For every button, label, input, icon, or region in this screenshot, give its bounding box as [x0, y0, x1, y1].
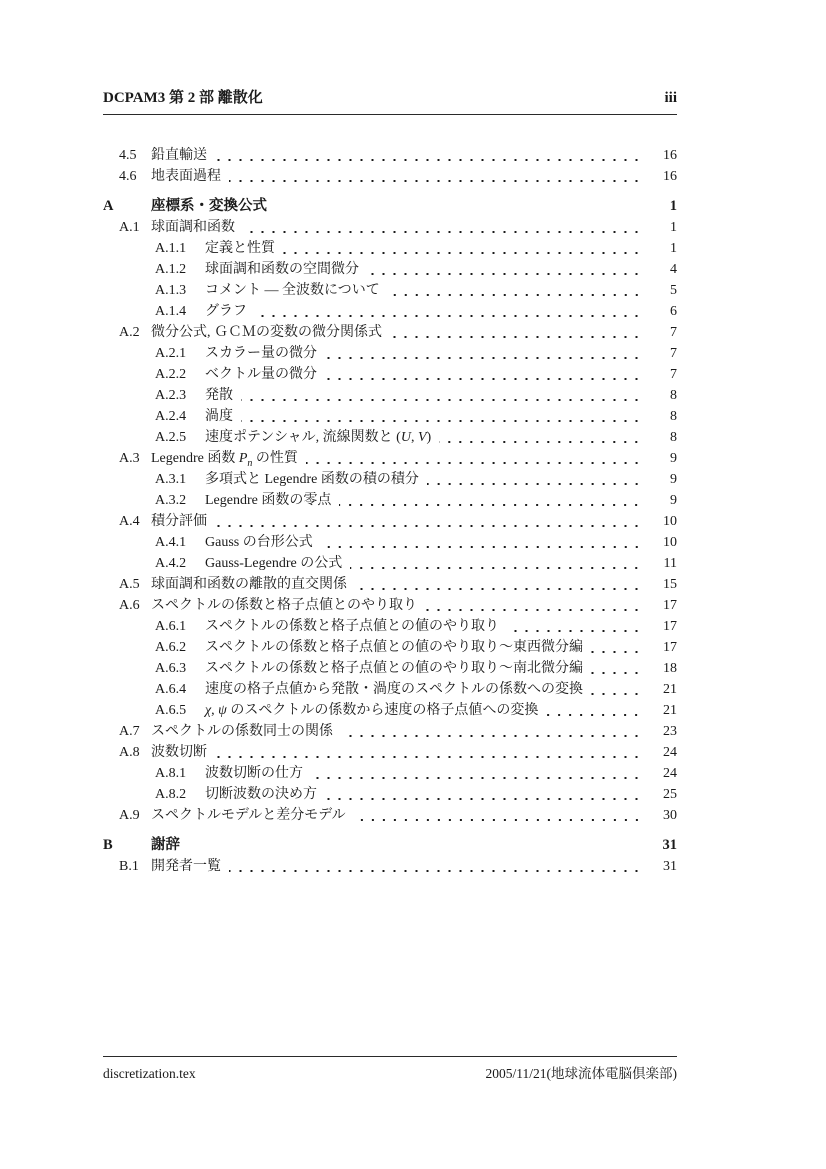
- toc-entry-A.1.3[interactable]: [103, 280, 677, 301]
- toc-entry-title: 座標系・変換公式: [151, 198, 267, 214]
- toc-entry-number: A.8.2: [155, 787, 187, 802]
- toc-entry-page: 24: [663, 766, 677, 781]
- toc-entry-A.8[interactable]: [103, 742, 677, 763]
- toc-entry-number: A.3.1: [155, 472, 187, 487]
- toc-entry-title: スペクトルの係数と格子点値との値のやり取り: [205, 619, 499, 634]
- toc-entry-page: 10: [663, 535, 677, 550]
- toc-entry-page: 7: [670, 325, 677, 340]
- toc-entry-number: A.6: [119, 598, 140, 613]
- toc-entry-number: A.9: [119, 808, 140, 823]
- toc-entry-page: 9: [670, 493, 677, 508]
- toc-entry-A.1.1[interactable]: [103, 238, 677, 259]
- dot-leader: [427, 469, 643, 490]
- dot-leader: [241, 385, 643, 406]
- toc-entry-page: 31: [662, 837, 677, 853]
- toc: [103, 145, 677, 877]
- running-header: [103, 88, 677, 108]
- toc-entry-A.2[interactable]: [103, 322, 677, 343]
- dot-leader: [311, 763, 643, 784]
- toc-entry-title: 切断波数の決め方: [205, 787, 317, 802]
- toc-entry-page: 25: [663, 787, 677, 802]
- toc-entry-number: 4.6: [119, 169, 137, 184]
- toc-entry-title: スペクトルの係数同士の関係: [151, 724, 333, 739]
- toc-entry-B.1[interactable]: [103, 856, 677, 877]
- toc-entry-page: 1: [670, 220, 677, 235]
- dot-leader: [546, 700, 643, 721]
- toc-entry-A.1.2[interactable]: [103, 259, 677, 280]
- toc-entry-number: B.1: [119, 859, 139, 874]
- toc-entry-number: A: [103, 198, 114, 214]
- toc-entry-title: 速度ポテンシャル, 流線関数と (U, V): [205, 430, 432, 445]
- dot-leader: [507, 616, 643, 637]
- toc-entry-number: B: [103, 837, 113, 853]
- toc-entry-page: 21: [663, 703, 677, 718]
- toc-entry-page: 15: [663, 577, 677, 592]
- toc-entry-A.6.2[interactable]: [103, 637, 677, 658]
- toc-entry-page: 10: [663, 514, 677, 529]
- toc-entry-title: 渦度: [205, 409, 233, 424]
- toc-entry-number: A.3: [119, 451, 140, 466]
- toc-entry-page: 1: [669, 198, 677, 214]
- dot-leader: [188, 835, 643, 856]
- toc-entry-number: A.6.3: [155, 661, 187, 676]
- toc-entry-title: 波数切断: [151, 745, 207, 760]
- dot-leader: [388, 280, 643, 301]
- toc-entry-title: 多項式と Legendre 函数の積の積分: [205, 472, 419, 487]
- toc-entry-number: A.6.4: [155, 682, 187, 697]
- toc-entry-page: 5: [670, 283, 677, 298]
- toc-entry-number: A.2: [119, 325, 140, 340]
- dot-leader: [339, 490, 643, 511]
- dot-leader: [591, 637, 643, 658]
- dot-leader: [255, 301, 643, 322]
- dot-leader: [354, 805, 643, 826]
- toc-entry-title: 謝辞: [151, 837, 180, 853]
- toc-entry-A.7[interactable]: [103, 721, 677, 742]
- toc-entry-page: 21: [663, 682, 677, 697]
- toc-entry-A.1[interactable]: [103, 217, 677, 238]
- toc-entry-title: Legendre 函数 $P_n$ の性質: [151, 451, 298, 469]
- toc-entry-number: A.6.2: [155, 640, 187, 655]
- toc-entry-A.9[interactable]: [103, 805, 677, 826]
- toc-entry-page: 31: [663, 859, 677, 874]
- toc-entry-page: 7: [670, 367, 677, 382]
- toc-entry-page: 24: [663, 745, 677, 760]
- toc-entry-A.4[interactable]: [103, 511, 677, 532]
- dot-leader: [367, 259, 643, 280]
- toc-entry-title: χ, ψ のスペクトルの係数から速度の格子点値への変換: [205, 703, 539, 718]
- toc-entry-A.2.1[interactable]: [103, 343, 677, 364]
- toc-entry-title: 積分評価: [151, 514, 207, 529]
- dot-leader: [325, 343, 643, 364]
- dot-leader: [321, 532, 643, 553]
- dot-leader: [341, 721, 643, 742]
- dot-leader: [355, 574, 643, 595]
- toc-entry-title: 球面調和函数の空間微分: [205, 262, 359, 277]
- dot-leader: [306, 448, 643, 469]
- toc-entry-number: A.8.1: [155, 766, 187, 781]
- toc-entry-page: 17: [663, 619, 677, 634]
- dot-leader: [243, 217, 643, 238]
- toc-entry-A.6[interactable]: [103, 595, 677, 616]
- toc-entry-page: 16: [663, 148, 677, 163]
- toc-entry-4.5[interactable]: [103, 145, 677, 166]
- toc-entry-number: A.4.1: [155, 535, 187, 550]
- toc-entry-number: A.7: [119, 724, 140, 739]
- toc-entry-page: 8: [670, 409, 677, 424]
- toc-entry-A.8.1[interactable]: [103, 763, 677, 784]
- toc-entry-title: コメント — 全波数について: [205, 283, 380, 298]
- toc-entry-A.6.1[interactable]: [103, 616, 677, 637]
- toc-entry-number: A.4.2: [155, 556, 187, 571]
- footer-date-credit: 2005/11/21(地球流体電脳倶楽部): [485, 1066, 677, 1081]
- dot-leader: [591, 679, 643, 700]
- toc-entry-page: 8: [670, 430, 677, 445]
- footer-rule: [103, 1056, 677, 1057]
- dot-leader: [325, 784, 643, 805]
- toc-entry-A.2.2[interactable]: [103, 364, 677, 385]
- toc-entry-title: Legendre 函数の零点: [205, 493, 332, 508]
- toc-entry-A.1.4[interactable]: [103, 301, 677, 322]
- toc-entry-title: ベクトル量の微分: [205, 367, 317, 382]
- toc-entry-title: 波数切断の仕方: [205, 766, 303, 781]
- dot-leader: [229, 856, 643, 877]
- toc-entry-title: 定義と性質: [205, 241, 275, 256]
- dot-leader: [283, 238, 643, 259]
- toc-entry-title: スペクトルの係数と格子点値とのやり取り: [151, 598, 417, 613]
- dot-leader: [325, 364, 643, 385]
- toc-entry-number: A.2.1: [155, 346, 187, 361]
- toc-entry-title: スペクトルの係数と格子点値との値のやり取り〜東西微分編: [205, 640, 583, 655]
- toc-entry-title: Gauss-Legendre の公式: [205, 556, 343, 571]
- toc-entry-A.6.3[interactable]: [103, 658, 677, 679]
- toc-entry-A.2.3[interactable]: [103, 385, 677, 406]
- dot-leader: [229, 166, 643, 187]
- toc-entry-number: A.1: [119, 220, 140, 235]
- toc-entry-title: 球面調和函数: [151, 220, 235, 235]
- header-rule: [103, 114, 677, 115]
- toc-entry-number: A.1.2: [155, 262, 187, 277]
- toc-entry-title: スペクトルモデルと差分モデル: [151, 808, 346, 823]
- toc-entry-page: 8: [670, 388, 677, 403]
- toc-entry-page: 7: [670, 346, 677, 361]
- toc-entry-B[interactable]: [103, 835, 677, 856]
- dot-leader: [241, 406, 643, 427]
- toc-entry-page: 30: [663, 808, 677, 823]
- dot-leader: [215, 145, 643, 166]
- toc-entry-title: 発散: [205, 388, 233, 403]
- toc-entry-A.8.2[interactable]: [103, 784, 677, 805]
- dot-leader: [350, 553, 643, 574]
- toc-entry-title: グラフ: [205, 304, 247, 319]
- toc-entry-page: 18: [663, 661, 677, 676]
- toc-entry-A.6.5[interactable]: [103, 700, 677, 721]
- toc-entry-number: A.5: [119, 577, 140, 592]
- toc-entry-A.5[interactable]: [103, 574, 677, 595]
- toc-entry-number: A.6.5: [155, 703, 187, 718]
- toc-entry-number: A.1.4: [155, 304, 187, 319]
- toc-entry-page: 9: [670, 472, 677, 487]
- toc-entry-A.2.4[interactable]: [103, 406, 677, 427]
- toc-entry-page: 9: [670, 451, 677, 466]
- toc-entry-number: 4.5: [119, 148, 137, 163]
- header-title: DCPAM3 第 2 部 離散化: [103, 90, 263, 106]
- toc-entry-page: 16: [663, 169, 677, 184]
- toc-entry-title: 微分公式, ＧＣＭの変数の微分関係式: [151, 325, 382, 340]
- toc-entry-page: 4: [670, 262, 677, 277]
- toc-entry-page: 17: [663, 598, 677, 613]
- toc-entry-number: A.2.4: [155, 409, 187, 424]
- toc-entry-number: A.2.5: [155, 430, 187, 445]
- toc-entry-page: 6: [670, 304, 677, 319]
- toc-entry-A.2.5[interactable]: [103, 427, 677, 448]
- toc-entry-number: A.2.3: [155, 388, 187, 403]
- toc-entry-title: 地表面過程: [151, 169, 221, 184]
- toc-entry-title: 球面調和函数の離散的直交関係: [151, 577, 347, 592]
- toc-entry-title: スペクトルの係数と格子点値との値のやり取り〜南北微分編: [205, 661, 583, 676]
- toc-entry-number: A.4: [119, 514, 140, 529]
- toc-entry-title: 開発者一覧: [151, 859, 221, 874]
- toc-entry-4.6[interactable]: [103, 166, 677, 187]
- toc-entry-A[interactable]: [103, 196, 677, 217]
- toc-entry-title: 速度の格子点値から発散・渦度のスペクトルの係数への変換: [205, 682, 583, 697]
- toc-entry-number: A.1.3: [155, 283, 187, 298]
- dot-leader: [439, 427, 643, 448]
- toc-entry-title: Gauss の台形公式: [205, 535, 313, 550]
- toc-entry-number: A.1.1: [155, 241, 187, 256]
- toc-entry-page: 23: [663, 724, 677, 739]
- dot-leader: [215, 511, 643, 532]
- toc-entry-number: A.8: [119, 745, 140, 760]
- toc-entry-A.3.2[interactable]: [103, 490, 677, 511]
- toc-entry-A.4.2[interactable]: [103, 553, 677, 574]
- dot-leader: [591, 658, 643, 679]
- dot-leader: [390, 322, 643, 343]
- toc-entry-page: 11: [663, 556, 677, 571]
- toc-entry-title: スカラー量の微分: [205, 346, 317, 361]
- toc-entry-A.3.1[interactable]: [103, 469, 677, 490]
- dot-leader: [215, 742, 643, 763]
- toc-entry-number: A.6.1: [155, 619, 187, 634]
- running-footer: [103, 1064, 677, 1084]
- toc-entry-A.6.4[interactable]: [103, 679, 677, 700]
- toc-entry-page: 17: [663, 640, 677, 655]
- toc-entry-title: 鉛直輸送: [151, 148, 207, 163]
- toc-entry-number: A.2.2: [155, 367, 187, 382]
- toc-entry-A.4.1[interactable]: [103, 532, 677, 553]
- header-page-number: iii: [664, 90, 677, 106]
- dot-leader: [275, 196, 643, 217]
- toc-entry-A.3[interactable]: [103, 448, 677, 469]
- dot-leader: [425, 595, 643, 616]
- footer-filename: discretization.tex: [103, 1066, 196, 1081]
- toc-entry-page: 1: [670, 241, 677, 256]
- toc-entry-number: A.3.2: [155, 493, 187, 508]
